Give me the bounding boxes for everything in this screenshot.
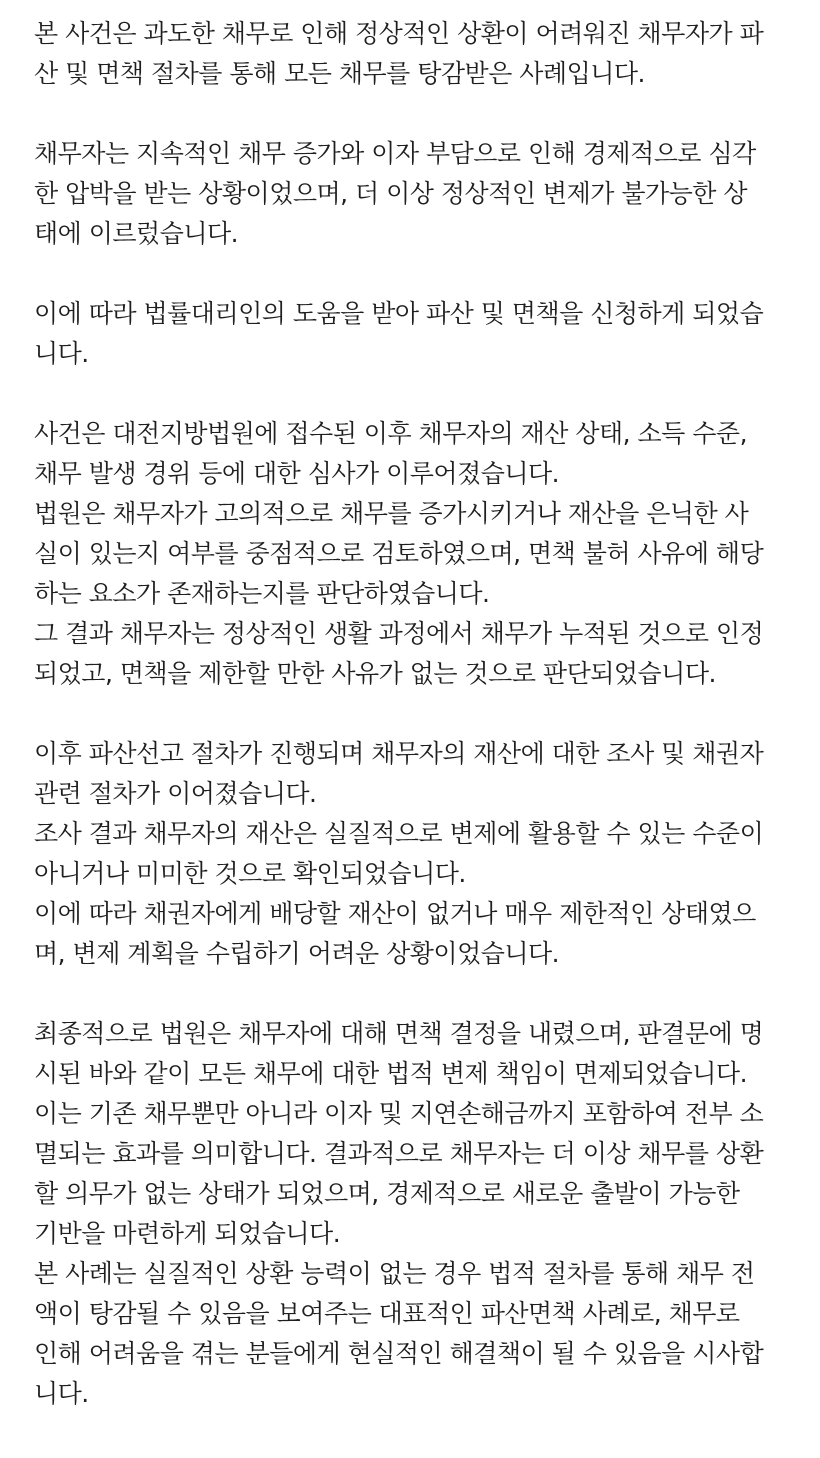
text-line: 이는 기존 채무뿐만 아니라 이자 및 지연손해금까지 포함하여 전부 소 <box>34 1099 764 1128</box>
text-line: 법원은 채무자가 고의적으로 채무를 증가시키거나 재산을 은닉한 사 <box>34 499 749 528</box>
text-line: 하는 요소가 존재하는지를 판단하였습니다. <box>34 579 490 608</box>
text-line: 태에 이르렀습니다. <box>34 219 239 248</box>
text-line: 관련 절차가 이어졌습니다. <box>34 779 317 808</box>
paragraph-application <box>34 294 786 374</box>
text-line: 액이 탕감될 수 있음을 보여주는 대표적인 파산면책 사례로, 채무로 <box>34 1299 740 1328</box>
text-line: 시된 바와 같이 모든 채무에 대한 법적 변제 책임이 면제되었습니다. <box>34 1059 748 1088</box>
text-line: 채무자는 지속적인 채무 증가와 이자 부담으로 인해 경제적으로 심각 <box>34 139 756 168</box>
paragraph-conclusion <box>34 1014 786 1414</box>
text-line: 멸되는 효과를 의미합니다. 결과적으로 채무자는 더 이상 채무를 상환 <box>34 1139 764 1168</box>
text-line: 한 압박을 받는 상황이었으며, 더 이상 정상적인 변제가 불가능한 상 <box>34 179 748 208</box>
paragraph-review <box>34 414 786 694</box>
text-line: 기반을 마련하게 되었습니다. <box>34 1219 341 1248</box>
text-line: 최종적으로 법원은 채무자에 대해 면책 결정을 내렸으며, 판결문에 명 <box>34 1019 764 1048</box>
text-line: 조사 결과 채무자의 재산은 실질적으로 변제에 활용할 수 있는 수준이 <box>34 819 764 848</box>
text-line: 되었고, 면책을 제한할 만한 사유가 없는 것으로 판단되었습니다. <box>34 659 716 688</box>
text-line: 그 결과 채무자는 정상적인 생활 과정에서 채무가 누적된 것으로 인정 <box>34 619 764 648</box>
text-line: 본 사건은 과도한 채무로 인해 정상적인 상환이 어려워진 채무자가 파 <box>34 19 764 48</box>
text-line: 채무 발생 경위 등에 대한 심사가 이루어졌습니다. <box>34 459 560 488</box>
text-line: 아니거나 미미한 것으로 확인되었습니다. <box>34 859 466 888</box>
text-line: 사건은 대전지방법원에 접수된 이후 채무자의 재산 상태, 소득 수준, <box>34 419 748 448</box>
text-line: 할 의무가 없는 상태가 되었으며, 경제적으로 새로운 출발이 가능한 <box>34 1179 740 1208</box>
text-line: 산 및 면책 절차를 통해 모든 채무를 탕감받은 사례입니다. <box>34 59 645 88</box>
text-line: 이후 파산선고 절차가 진행되며 채무자의 재산에 대한 조사 및 채권자 <box>34 739 764 768</box>
text-line: 본 사례는 실질적인 상환 능력이 없는 경우 법적 절차를 통해 채무 전 <box>34 1259 755 1288</box>
text-line: 인해 어려움을 겪는 분들에게 현실적인 해결책이 될 수 있음을 시사합 <box>34 1339 764 1368</box>
paragraph-situation <box>34 134 786 254</box>
text-line: 실이 있는지 여부를 중점적으로 검토하였으며, 면책 불허 사유에 해당 <box>34 539 764 568</box>
paragraph-intro <box>34 14 786 94</box>
text-line: 이에 따라 채권자에게 배당할 재산이 없거나 매우 제한적인 상태였으 <box>34 899 756 928</box>
text-line: 니다. <box>34 1379 89 1408</box>
text-line: 니다. <box>34 339 89 368</box>
text-line: 며, 변제 계획을 수립하기 어려운 상황이었습니다. <box>34 939 560 968</box>
paragraph-bankruptcy <box>34 734 786 974</box>
text-line: 이에 따라 법률대리인의 도움을 받아 파산 및 면책을 신청하게 되었습 <box>34 299 764 328</box>
